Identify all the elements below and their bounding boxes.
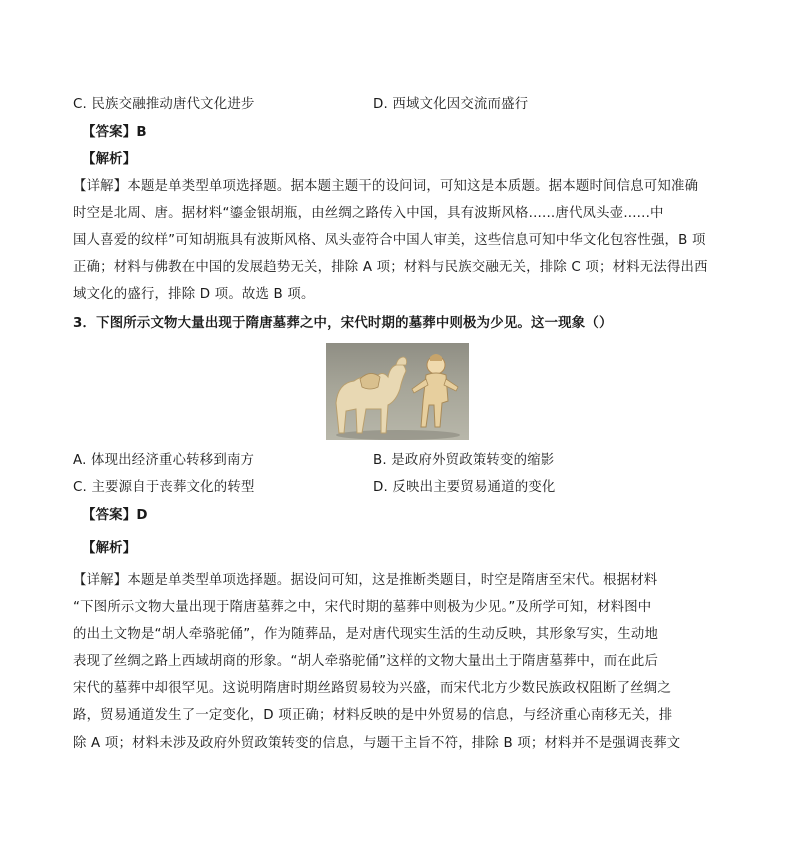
q2-detail-line-3: 国人喜爱的纹样”可知胡瓶具有波斯风格、凤头壶符合中国人审美，这些信息可知中华文化包容性强，B 项: [73, 233, 706, 248]
q3-detail-line-2: “下图所示文物大量出现于隋唐墓葬之中，宋代时期的墓葬中则极为少见。”及所学可知，材料图中: [73, 600, 652, 615]
q3-option-a: A. 体现出经济重心转移到南方: [73, 453, 255, 468]
artifact-photo: [326, 343, 469, 440]
q3-option-d: D. 反映出主要贸易通道的变化: [373, 480, 556, 495]
q3-detail-line-3: 的出土文物是“胡人牵骆驼俑”，作为随葬品，是对唐代现实生活的生动反映，其形象写实，生动地: [73, 627, 659, 642]
q2-detail-line-1: 【详解】本题是单类型单项选择题。据本题主题干的设问词，可知这是本质题。据本题时间信息可知准确: [73, 179, 699, 194]
camel-and-figure-figurine: [326, 343, 469, 440]
q2-detail-line-4: 正确；材料与佛教在中国的发展趋势无关，排除 A 项；材料与民族交融无关，排除 C 项；材料无法得出西: [73, 260, 708, 275]
q3-detail-line-6: 路，贸易通道发生了一定变化，D 项正确；材料反映的是中外贸易的信息，与经济重心南移无关，排: [73, 708, 673, 723]
q3-detail-line-7: 除 A 项；材料未涉及政府外贸政策转变的信息，与题干主旨不符，排除 B 项；材料并不是强调丧葬文: [73, 736, 681, 751]
q3-answer: 【答案】D: [82, 508, 148, 523]
q3-stem: 3．下图所示文物大量出现于隋唐墓葬之中，宋代时期的墓葬中则极为少见。这一现象（）: [73, 316, 613, 331]
q3-detail-line-1: 【详解】本题是单类型单项选择题。据设问可知，这是推断类题目，时空是隋唐至宋代。根据材料: [73, 573, 658, 588]
q3-option-b: B. 是政府外贸政策转变的缩影: [373, 453, 555, 468]
q2-detail-line-5: 域文化的盛行，排除 D 项。故选 B 项。: [73, 287, 315, 302]
q2-option-d: D. 西域文化因交流而盛行: [373, 97, 529, 112]
q2-option-c: C. 民族交融推动唐代文化进步: [73, 97, 255, 112]
q3-analysis-title: 【解析】: [82, 541, 137, 556]
q3-detail-line-4: 表现了丝绸之路上西域胡商的形象。“胡人牵骆驼俑”这样的文物大量出土于隋唐墓葬中，而在此后: [73, 654, 659, 669]
q2-detail-line-2: 时空是北周、唐。据材料“鎏金银胡瓶，由丝绸之路传入中国，具有波斯风格......唐代凤头壶......中: [73, 206, 664, 221]
q2-answer: 【答案】B: [82, 125, 147, 140]
q3-option-c: C. 主要源自于丧葬文化的转型: [73, 480, 255, 495]
q3-detail-line-5: 宋代的墓葬中却很罕见。这说明隋唐时期丝路贸易较为兴盛，而宋代北方少数民族政权阻断了丝绸之: [73, 681, 671, 696]
q2-analysis-title: 【解析】: [82, 152, 137, 167]
